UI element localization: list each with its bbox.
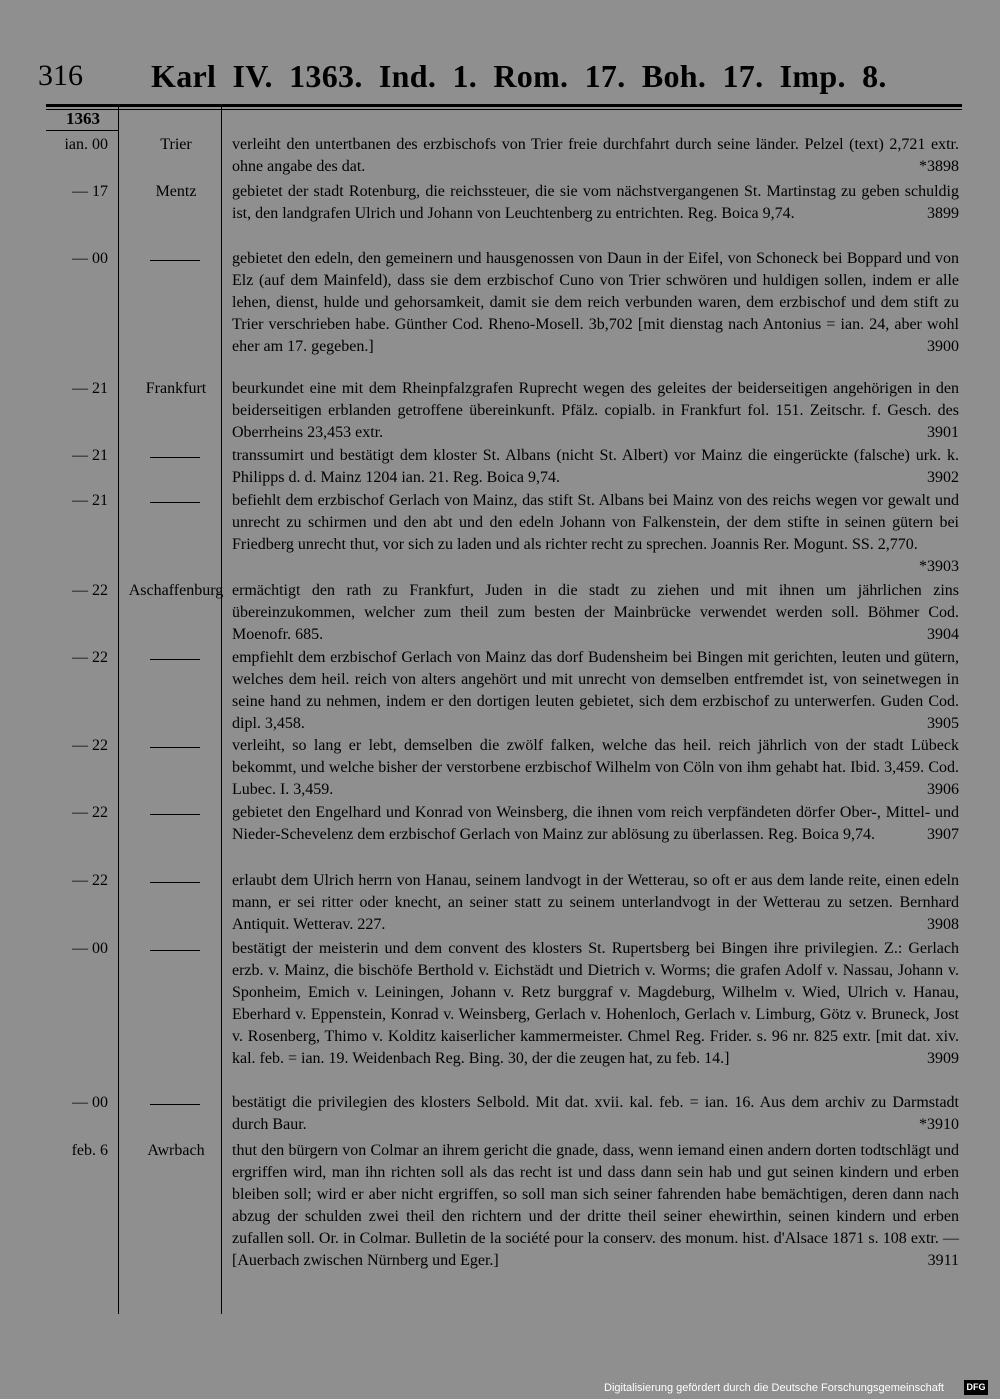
- entry-date: — 00: [72, 1094, 108, 1111]
- year-rule: [46, 130, 118, 131]
- header-rule-thin: [46, 109, 962, 110]
- entry-body: verleiht, so lang er lebt, demselben die zwölf falken, welche das heil. reich jährlich von der stadt Lübeck bekommt, und welche bisher der verstorbene erzbischof Wilhelm von Cöln von ihm gehabt hat. Ibid. 3,459. Cod. Lubec. I. 3,459.: [232, 737, 959, 798]
- place-ditto-dash: [150, 882, 200, 883]
- dfg-logo: DFG: [964, 1380, 988, 1395]
- place-ditto-dash: [150, 260, 200, 261]
- entry-body: gebietet den Engelhard und Konrad von Weinsberg, die ihnen vom reich verpfändeten dörfer Ober-, Mittel- und Nieder-Schevelenz dem erzbischof Gerlach von Mainz zur ablösung zu überlassen. Reg. Boica 9,74.: [232, 804, 959, 843]
- entry-text: [232, 647, 959, 735]
- place-ditto-dash: [150, 1104, 200, 1105]
- entry-text: [232, 938, 959, 1070]
- entry-number: 3900: [927, 338, 959, 355]
- entry-date: — 00: [72, 250, 108, 267]
- entry-body: bestätigt der meisterin und dem convent des klosters St. Rupertsberg bei Bingen ihre privilegien. Z.: Gerlach erzb. v. Mainz, die bischöfe Berthold v. Eichstädt und Dietrich v. Worms; die grafen Adolf v. Nassau, Johann v. Sponheim, Emich v. Leiningen, Johann v. Retz burggraf v. Magdeburg, Wilhelm v. Wied, Ulrich v. Hanau, Eberhard v. Eppenstein, Konrad v. Weinsberg, Gerlach v. Hohenloch, Gerlach v. Limburg, Götz v. Bruneck, Jost v. Rosenberg, Thimo v. Kolditz kaiserlicher kammermeister. Chmel Reg. Frider. s. 96 nr. 825 extr. [mit dat. xiv. kal. feb. = ian. 19. Weidenbach Reg. Bing. 30, der die zeugen hat, zu feb. 14.]: [232, 940, 959, 1067]
- entry-place: Frankfurt: [145, 380, 207, 397]
- year-label: 1363: [66, 109, 100, 128]
- entry-number: 3905: [927, 715, 959, 732]
- place-ditto-dash: [150, 457, 200, 458]
- entry-date: — 22: [72, 804, 108, 821]
- entry-body: transsumirt und bestätigt dem kloster St. Albans (nicht St. Albert) vor Mainz die eingerückte (falsche) urk. k. Philipps d. d. Mainz 1204 ian. 21. Reg. Boica 9,74.: [232, 447, 959, 486]
- entry-place: Mentz: [155, 183, 197, 200]
- entry-text: [232, 735, 959, 801]
- entry-date: — 00: [72, 940, 108, 957]
- entry-body: gebietet den edeln, den gemeinern und hausgenossen von Daun in der Eifel, von Schoneck bei Boppard und von Elz (auf dem Mainfeld), dass sie dem erzbischof Cuno von Trier schwören und huldigen sollen, indem er alle lehen, dienst, hulde und gehorsamkeit, damit sie dem reich verbunden waren, dem erzbischof und dem stift zu Trier verschrieben habe. Günther Cod. Rheno-Mosell. 3b,702 [mit dienstag nach Antonius = ian. 24, aber wohl eher am 17. gegeben.]: [232, 250, 959, 355]
- entry-body: gebietet der stadt Rotenburg, die reichssteuer, die sie vom nächstvergangenen St. Martinstag zu geben schuldig ist, den landgrafen Ulrich und Johann von Leuchtenberg zu entrichten. Reg. Boica 9,74.: [232, 183, 959, 222]
- entry-text: [232, 870, 959, 936]
- place-ditto-dash: [150, 950, 200, 951]
- entry-date: — 22: [72, 649, 108, 666]
- entry-number: 3902: [927, 469, 959, 486]
- entry-body: befiehlt dem erzbischof Gerlach von Mainz, das stift St. Albans bei Mainz von des reichs wegen vor gewalt und unrecht zu schirmen und den abt und den edeln Johann von Falkenstein, der dem stifte in seinen gütern bei Friedberg unrecht thut, vor sich zu laden und als richter recht zu sprechen. Joannis Rer. Mogunt. SS. 2,770.: [232, 492, 959, 553]
- entry-number: 3911: [927, 1252, 959, 1269]
- entry-date: — 21: [72, 447, 108, 464]
- entry-date: — 22: [72, 737, 108, 754]
- entry-place: Trier: [160, 136, 192, 153]
- entry-text: [232, 490, 959, 578]
- place-ditto-dash: [150, 747, 200, 748]
- entry-number: *3903: [919, 558, 959, 575]
- entry-number: 3907: [927, 826, 959, 843]
- entry-number: *3898: [919, 158, 959, 175]
- place-ditto-dash: [150, 814, 200, 815]
- page-title: Karl IV. 1363. Ind. 1. Rom. 17. Boh. 17. Imp. 8.: [151, 58, 887, 94]
- entry-body: erlaubt dem Ulrich herrn von Hanau, seinem landvogt in der Wetterau, so oft er aus dem lande reite, einen edeln mann, er sei ritter oder knecht, an seiner statt zu seinem unterlandvogt in der Wetterau zu setzen. Bernhard Antiquit. Wetterav. 227.: [232, 872, 959, 933]
- entry-number: 3899: [927, 205, 959, 222]
- digitization-credit: Digitalisierung gefördert durch die Deutsche Forschungsgemeinschaft: [604, 1382, 944, 1394]
- entry-text: [232, 134, 959, 178]
- entry-text: [232, 181, 959, 225]
- entry-date: — 21: [72, 492, 108, 509]
- entry-place: Aschaffenburg: [128, 582, 224, 599]
- header-rule: [46, 104, 962, 107]
- column-divider-place: [221, 104, 222, 1314]
- page-number: 316: [38, 59, 83, 92]
- entry-text: [232, 802, 959, 846]
- entry-date: — 22: [72, 872, 108, 889]
- entry-date: — 22: [72, 582, 108, 599]
- entry-body: empfiehlt dem erzbischof Gerlach von Mainz das dorf Budensheim bei Bingen mit gerichten, leuten und gütern, welches dem heil. reich von alters angehört und mit unrecht von demselben entfremdet ist, von seinetwegen in seine hand zu nehmen, indem er den dortigen leuten gebietet, sich dem erzbischof zu unterwerfen. Guden Cod. dipl. 3,458.: [232, 649, 959, 732]
- entry-text: [232, 378, 959, 444]
- entry-number: 3906: [927, 781, 959, 798]
- page-header: [38, 56, 962, 98]
- entry-text: [232, 445, 959, 489]
- entry-text: [232, 1140, 959, 1272]
- entry-number: 3901: [927, 424, 959, 441]
- entry-text: [232, 1092, 959, 1136]
- entry-body: ermächtigt den rath zu Frankfurt, Juden in die stadt zu ziehen und mit ihnen um jährlichen zins übereinzukommen, welcher zum theil zum besten der Mainbrücke verwendet werden soll. Böhmer Cod. Moenofr. 685.: [232, 582, 959, 643]
- entry-text: [232, 580, 959, 646]
- entry-number: 3909: [927, 1050, 959, 1067]
- entry-date: feb. 6: [71, 1142, 108, 1159]
- entry-date: — 21: [72, 380, 108, 397]
- entry-number: *3910: [919, 1116, 959, 1133]
- entry-body: verleiht den untertbanen des erzbischofs von Trier freie durchfahrt durch seine länder. Pelzel (text) 2,721 extr. ohne angabe des dat.: [232, 136, 959, 175]
- entry-body: bestätigt die privilegien des klosters Selbold. Mit dat. xvii. kal. feb. = ian. 16. Aus dem archiv zu Darmstadt durch Baur.: [232, 1094, 959, 1133]
- entry-body: thut den bürgern von Colmar an ihrem gericht die gnade, dass, wenn iemand einen andern dorten todtschlägt und ergriffen wird, man ihn richten soll als das recht ist und dass dann sein hab und gut seinen kindern und erben bleiben soll; wird er aber nicht ergriffen, so soll man sich seiner fahrenden habe bemächtigen, deren dann nach abzug der schulden zwei theil den richtern und der dritte theil seiner ehewirthin, seinen kindern und erben zufallen soll. Or. in Colmar. Bulletin de la société pour la conserv. des monum. hist. d'Alsace 1871 s. 108 extr. — [Auerbach zwischen Nürnberg und Eger.]: [232, 1142, 959, 1269]
- entry-date: — 17: [72, 183, 108, 200]
- column-divider-date: [118, 104, 119, 1314]
- entry-body: beurkundet eine mit dem Rheinpfalzgrafen Ruprecht wegen des geleites der beiderseitigen angehörigen in den beiderseitigen erblanden getroffene übereinkunft. Pfälz. copialb. in Frankfurt fol. 151. Zeitschr. f. Gesch. des Oberrheins 23,453 extr.: [232, 380, 959, 441]
- entry-number: 3904: [927, 626, 959, 643]
- entry-number: 3908: [927, 916, 959, 933]
- entry-date: ian. 00: [64, 136, 108, 153]
- place-ditto-dash: [150, 502, 200, 503]
- place-ditto-dash: [150, 659, 200, 660]
- entry-place: Awrbach: [147, 1142, 205, 1159]
- entry-text: [232, 248, 959, 358]
